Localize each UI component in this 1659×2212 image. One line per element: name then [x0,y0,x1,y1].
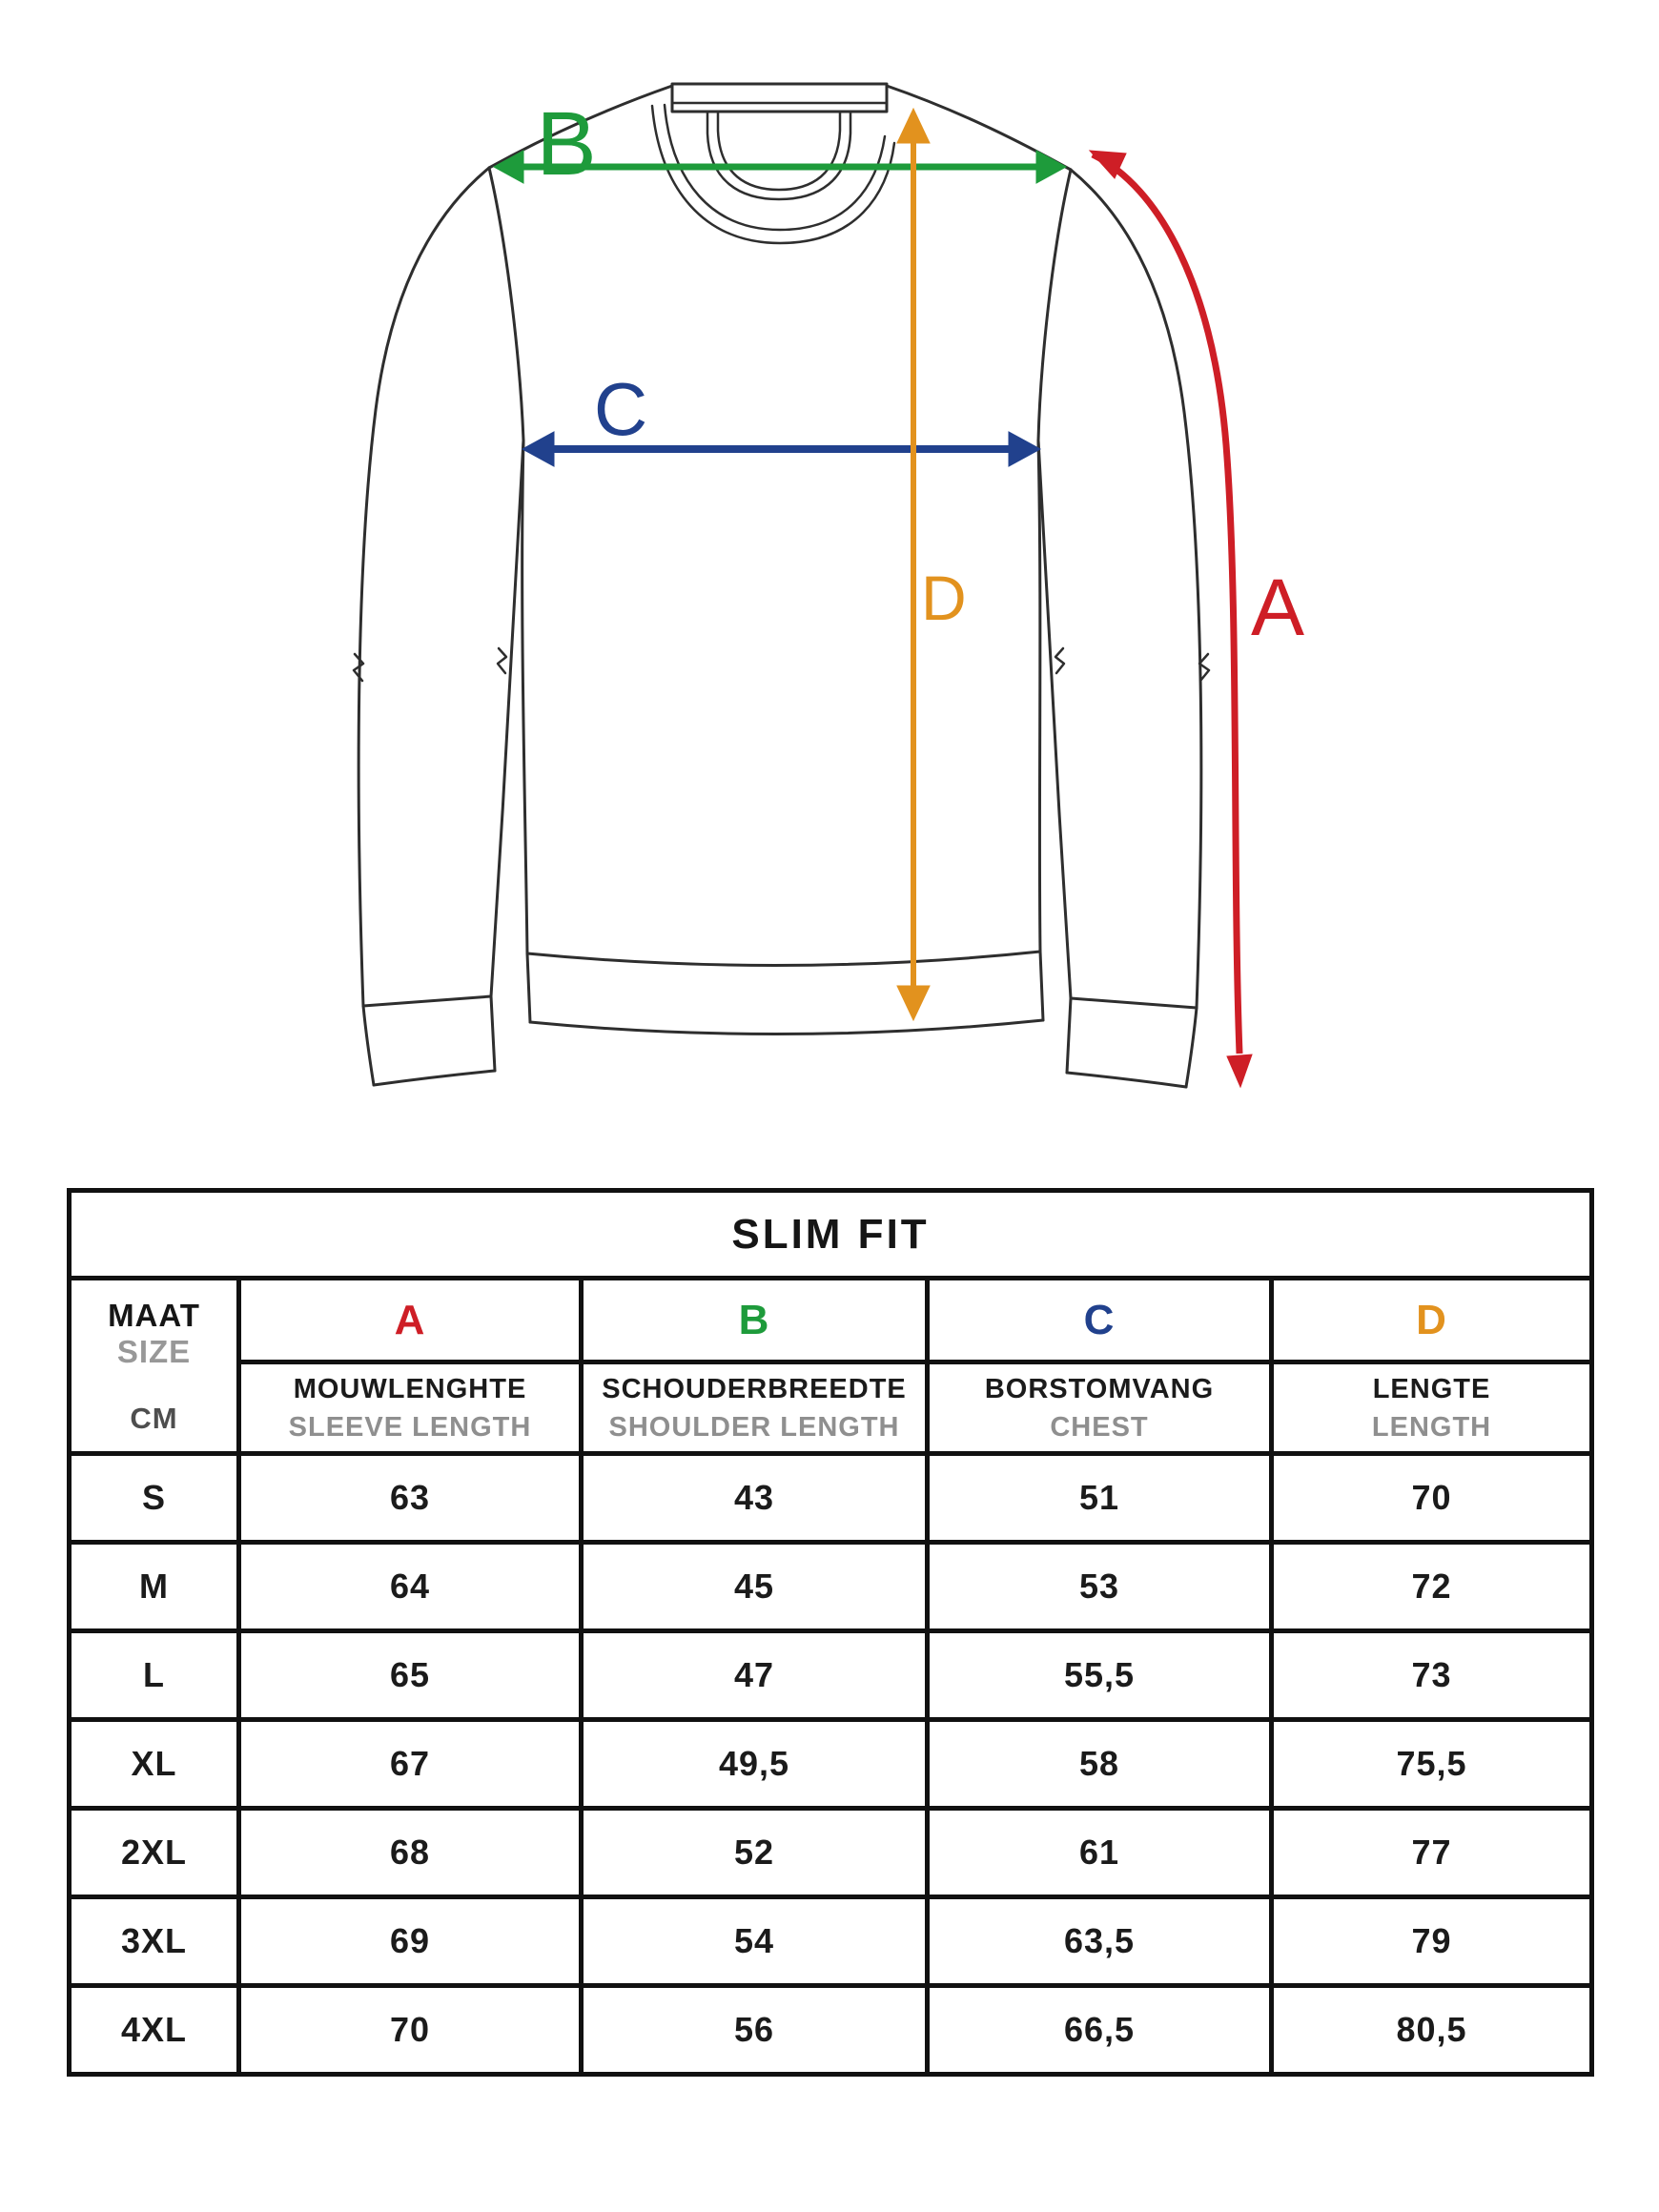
arrowhead-left-icon [494,151,523,183]
length-arrow-d [897,109,967,1020]
table-row [70,1631,1592,1720]
column-name-en: LENGTH [1371,1411,1492,1443]
value-cell: 63,5 [928,1897,1272,1986]
size-cell: M [70,1543,239,1631]
label-d: D [921,563,967,633]
value-cell: 47 [582,1631,928,1720]
table-row [70,1720,1592,1809]
value-cell: 61 [928,1809,1272,1897]
size-cell: XL [70,1720,239,1809]
value-cell: 79 [1272,1897,1592,1986]
column-letter-a: A [239,1279,582,1362]
column-name-en: SHOULDER LENGTH [608,1411,900,1443]
value-cell: 73 [1272,1631,1592,1720]
column-name-nl: SCHOUDERBREEDTE [602,1373,907,1404]
value-cell: 65 [239,1631,582,1720]
arrowhead-top-icon [897,109,930,143]
left-sleeve [354,168,523,1085]
size-cell: L [70,1631,239,1720]
value-cell: 58 [928,1720,1272,1809]
value-cell: 53 [928,1543,1272,1631]
arrowhead-right-icon [1009,432,1040,466]
table-title: SLIM FIT [70,1191,1592,1279]
arrowhead-right-icon [1036,151,1066,183]
size-header-unit: CM [130,1401,178,1435]
table-row [70,1897,1592,1986]
column-letters-row [70,1279,1592,1362]
label-b: B [536,93,597,195]
size-cell: 2XL [70,1809,239,1897]
column-name-a [239,1362,582,1454]
column-name-nl: LENGTE [1372,1373,1491,1404]
size-header-cell [70,1279,239,1454]
size-header-maat: MAAT [108,1297,200,1333]
column-names-row [70,1362,1592,1454]
chest-width-arrow-c [522,367,1040,466]
value-cell: 49,5 [582,1720,928,1809]
column-name-c [928,1362,1272,1454]
value-cell: 70 [239,1986,582,2075]
value-cell: 75,5 [1272,1720,1592,1809]
value-cell: 55,5 [928,1631,1272,1720]
value-cell: 72 [1272,1543,1592,1631]
value-cell: 56 [582,1986,928,2075]
table-row [70,1809,1592,1897]
sleeve-length-arrow-a [1090,151,1304,1087]
value-cell: 52 [582,1809,928,1897]
table-row [70,1986,1592,2075]
arrowhead-bottom-icon [1227,1055,1252,1087]
column-letter-c: C [928,1279,1272,1362]
column-name-en: CHEST [1050,1411,1149,1443]
value-cell: 54 [582,1897,928,1986]
column-name-nl: BORSTOMVANG [984,1373,1215,1404]
column-name-nl: MOUWLENGHTE [293,1373,527,1404]
table-title-row [70,1191,1592,1279]
value-cell: 43 [582,1454,928,1543]
value-cell: 80,5 [1272,1986,1592,2075]
size-table [67,1188,1594,2077]
label-c: C [593,367,648,451]
value-cell: 63 [239,1454,582,1543]
size-header-size: SIZE [116,1333,192,1369]
arrowhead-left-icon [522,432,554,466]
right-sleeve [1038,170,1209,1087]
table-row [70,1543,1592,1631]
arrowhead-bottom-icon [897,986,930,1020]
size-cell: S [70,1454,239,1543]
shoulder-width-arrow-b [494,93,1066,195]
value-cell: 64 [239,1543,582,1631]
value-cell: 45 [582,1543,928,1631]
size-cell: 4XL [70,1986,239,2075]
column-letter-b: B [582,1279,928,1362]
body [522,440,1043,1034]
column-letter-d: D [1272,1279,1592,1362]
value-cell: 66,5 [928,1986,1272,2075]
value-cell: 70 [1272,1454,1592,1543]
value-cell: 77 [1272,1809,1592,1897]
column-name-b [582,1362,928,1454]
column-name-en: SLEEVE LENGTH [288,1411,532,1443]
value-cell: 68 [239,1809,582,1897]
column-name-d [1272,1362,1592,1454]
value-cell: 69 [239,1897,582,1986]
value-cell: 51 [928,1454,1272,1543]
sweater-outline [354,84,1209,1087]
size-cell: 3XL [70,1897,239,1986]
table-row [70,1454,1592,1543]
label-a: A [1250,563,1305,652]
value-cell: 67 [239,1720,582,1809]
